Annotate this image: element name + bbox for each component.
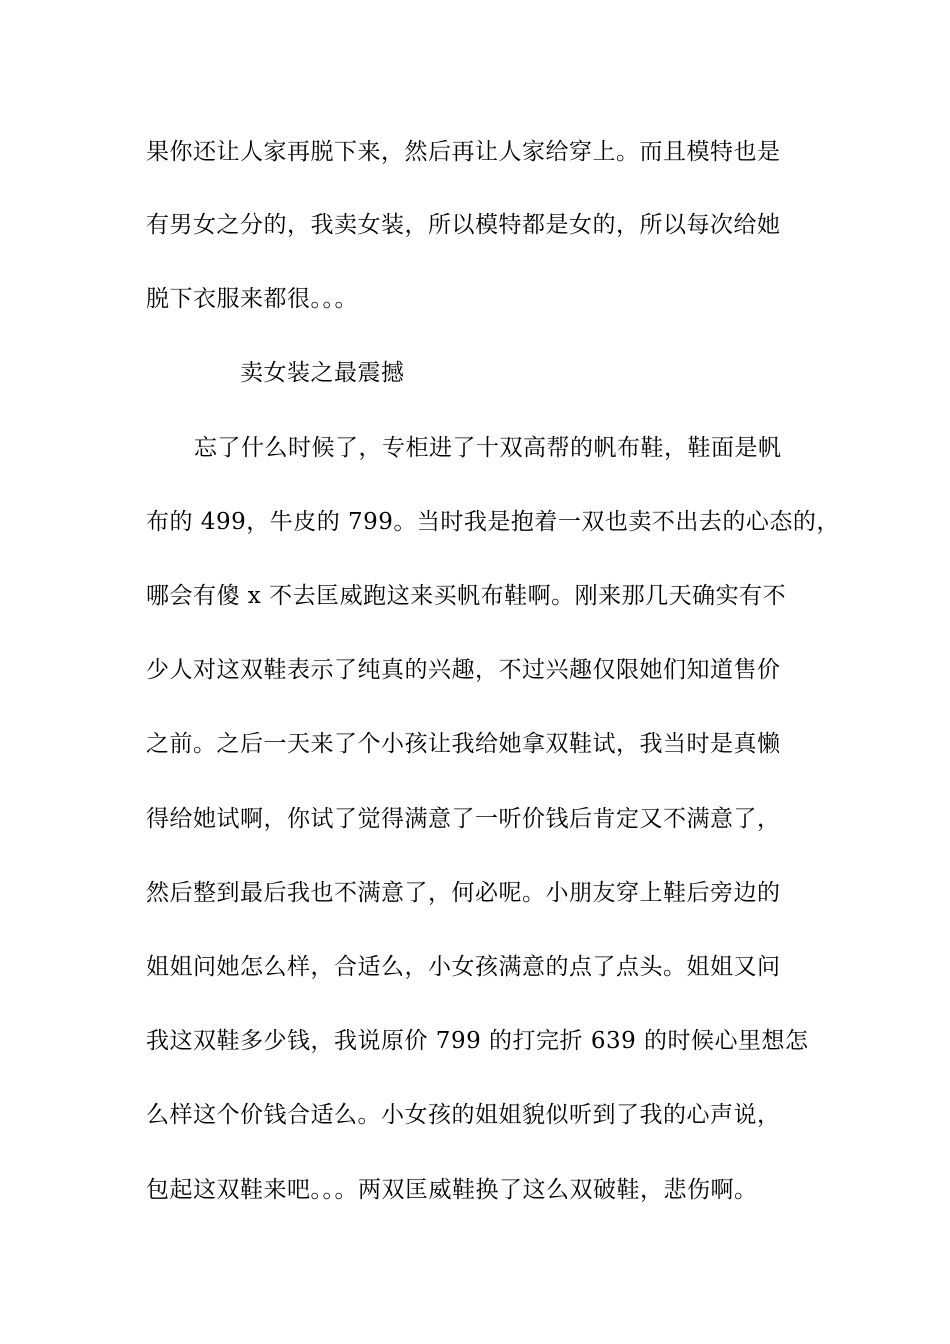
section-heading: 卖女装之最震撼 bbox=[240, 360, 405, 386]
paragraph-1-line-3: 脱下衣服来都很。。。 bbox=[146, 286, 358, 312]
paragraph-2-line-8: 姐姐问她怎么样，合适么，小女孩满意的点了点头。姐姐又问 bbox=[146, 954, 781, 980]
paragraph-2-line-10: 么样这个价钱合适么。小女孩的姐姐貌似听到了我的心声说， bbox=[146, 1102, 781, 1128]
paragraph-2-line-11: 包起这双鞋来吧。。。两双匡威鞋换了这么双破鞋，悲伤啊。 bbox=[146, 1177, 758, 1203]
paragraph-2-line-7: 然后整到最后我也不满意了，何必呢。小朋友穿上鞋后旁边的 bbox=[146, 880, 781, 906]
paragraph-1-line-1: 果你还让人家再脱下来，然后再让人家给穿上。而且模特也是 bbox=[146, 139, 781, 165]
paragraph-2-line-6: 得给她试啊，你试了觉得满意了一听价钱后肯定又不满意了， bbox=[146, 806, 781, 832]
paragraph-2-line-5: 之前。之后一天来了个小孩让我给她拿双鞋试，我当时是真懒 bbox=[146, 731, 781, 757]
paragraph-2-line-2: 布的 499，牛皮的 799。当时我是抱着一双也卖不出去的心态的， bbox=[146, 509, 840, 535]
paragraph-2-line-1: 忘了什么时候了，专柜进了十双高帮的帆布鞋，鞋面是帆 bbox=[194, 435, 782, 461]
paragraph-2-line-9: 我这双鞋多少钱，我说原价 799 的打完折 639 的时候心里想怎 bbox=[146, 1028, 809, 1054]
paragraph-1-line-2: 有男女之分的，我卖女装，所以模特都是女的，所以每次给她 bbox=[146, 212, 781, 238]
paragraph-2-line-4: 少人对这双鞋表示了纯真的兴趣，不过兴趣仅限她们知道售价 bbox=[146, 657, 781, 683]
paragraph-2-line-3: 哪会有傻 x 不去匡威跑这来买帆布鞋啊。刚来那几天确实有不 bbox=[146, 583, 787, 609]
